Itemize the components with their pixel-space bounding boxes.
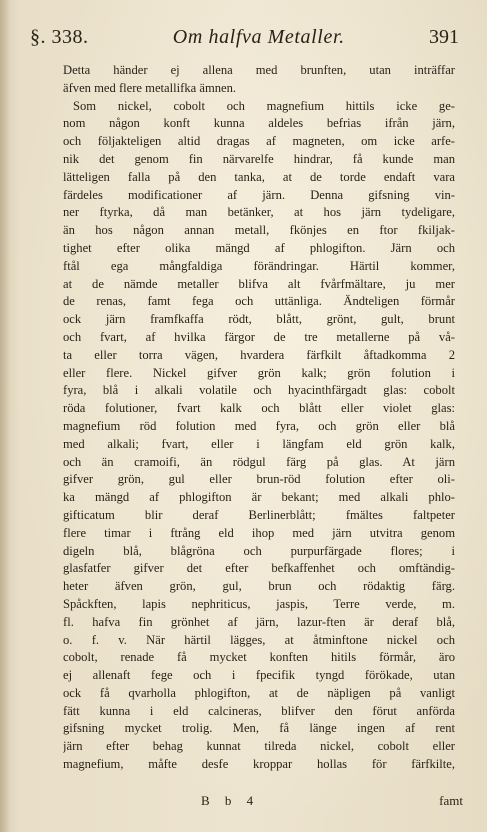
text-line: ock järn framfkaffa rödt, blått, grönt, gult, brunt: [63, 312, 455, 327]
text-line: nom någon konft kunna aldeles befrias ifrån järn,: [63, 116, 455, 131]
text-line: magnefium, måfte desfe kroppar hollas för färfkilte,: [63, 757, 455, 772]
text-line: färdeles modificationer af järn. Denna gifsning vin-: [63, 187, 455, 202]
text-line: fyra, blå i alkali volatile och hyacinthfärgadt glas: cobolt: [63, 383, 455, 398]
running-header: [30, 26, 459, 56]
text-line: digeln blå, blågröna och purpurfärgade flores; i: [63, 543, 455, 558]
text-line: glasfatfer gifver det efter befkaffenhet och omftändig-: [63, 561, 455, 576]
text-line: o. f. v. När härtil lägges, at åtminftone nickel och: [63, 632, 455, 647]
text-line: ock få qvarhollа phlogifton, at de näpligen på vanligt: [63, 685, 455, 700]
text-line: röda folutioner, fvart kalk och blått eller violet glas:: [63, 401, 455, 416]
text-line: flere timar i ftrång eld ihop med järn utvitra genom: [63, 525, 455, 540]
text-line: magnefium röd folution med fyra, och grön eller blå: [63, 418, 455, 433]
text-line: fl. hafva fin grönhet af järn, lazur-ften är deraf blå,: [63, 614, 455, 629]
catchword: famt: [439, 793, 463, 808]
text-line: äfven med flere metallifka ämnen.: [63, 80, 237, 95]
text-line: lätteligen falla på den tanka, at de torde endaft vara: [63, 169, 455, 184]
text-line: heter äfven grön, gul, brun och rödaktig färg.: [63, 579, 455, 594]
text-line: Som nickel, cobolt och magnefium hittils icke ge-: [73, 98, 455, 113]
text-line: och än cramoifi, än rödgul färg på glas. At järn: [63, 454, 455, 469]
text-line: de renas, famt fega och uttänliga. Ändteligen förmår: [63, 294, 455, 309]
text-line: och följakteligen altid dragas af magneten, om icke arfe-: [63, 134, 455, 149]
text-line: gifticatum blir deraf Berlinerblått; fmältes faltpeter: [63, 507, 455, 522]
page-gutter-shadow: [0, 0, 10, 832]
page-footer: [63, 793, 463, 813]
text-line: ner ftyrka, då man betänker, at hos järn tydeligare,: [63, 205, 455, 220]
page-number: 391: [429, 26, 459, 48]
body-text: [63, 62, 455, 774]
text-line: cobolt, renade få mycket konften hitils förmår, äro: [63, 650, 455, 665]
text-line: eller flere. Nickel gifver grön kalk; grön folution i: [63, 365, 455, 380]
text-line: ka mängd af phlogifton är bekant; med alkali phlo-: [63, 490, 455, 505]
text-line: ftål ega mångfaldiga förändringar. Härtil kommer,: [63, 258, 455, 273]
text-line: och fvart, af hvilka färgor de tre metallerne på vå-: [63, 329, 455, 344]
text-line: Detta händer ej allena med brunften, utan inträffar: [63, 63, 455, 77]
signature-mark: B b 4: [201, 793, 260, 808]
text-line: fätt kunna i eld calcineras, blifver den förut anförda: [63, 703, 455, 718]
section-number: §. 338.: [30, 26, 89, 48]
text-line: än hos någon annan metall, fkönjes en ftor fkiljak-: [63, 223, 455, 238]
text-line: tighet efter olika mängd af phlogifton. Järn och: [63, 240, 455, 255]
text-line: gifsning mycket trolig. Men, få länge ingen af rent: [63, 721, 455, 736]
running-title: Om halfva Metaller.: [172, 26, 345, 48]
text-line: gifver grön, gul eller brun-röd folution efter oli-: [63, 472, 455, 487]
text-line: med alkali; fvart, eller i längfam eld grön kalk,: [63, 436, 455, 451]
text-line: Spåckften, lapis nephriticus, jaspis, Terre verde, m.: [63, 596, 455, 611]
text-line: nik det genom fin närvarelfe hindrar, få kunde man: [63, 151, 455, 166]
text-line: ta eller torra vägen, hvardera färfkilt åftadkomma 2: [63, 347, 455, 362]
text-line: at de nämde metaller blifva alt fvårfmältare, ju mer: [63, 276, 455, 291]
text-line: ej allenaft fege och i fpecifik tyngd förökade, utan: [63, 668, 455, 683]
text-line: järn efter behag kunnat tilreda nickel, cobolt eller: [63, 739, 455, 754]
